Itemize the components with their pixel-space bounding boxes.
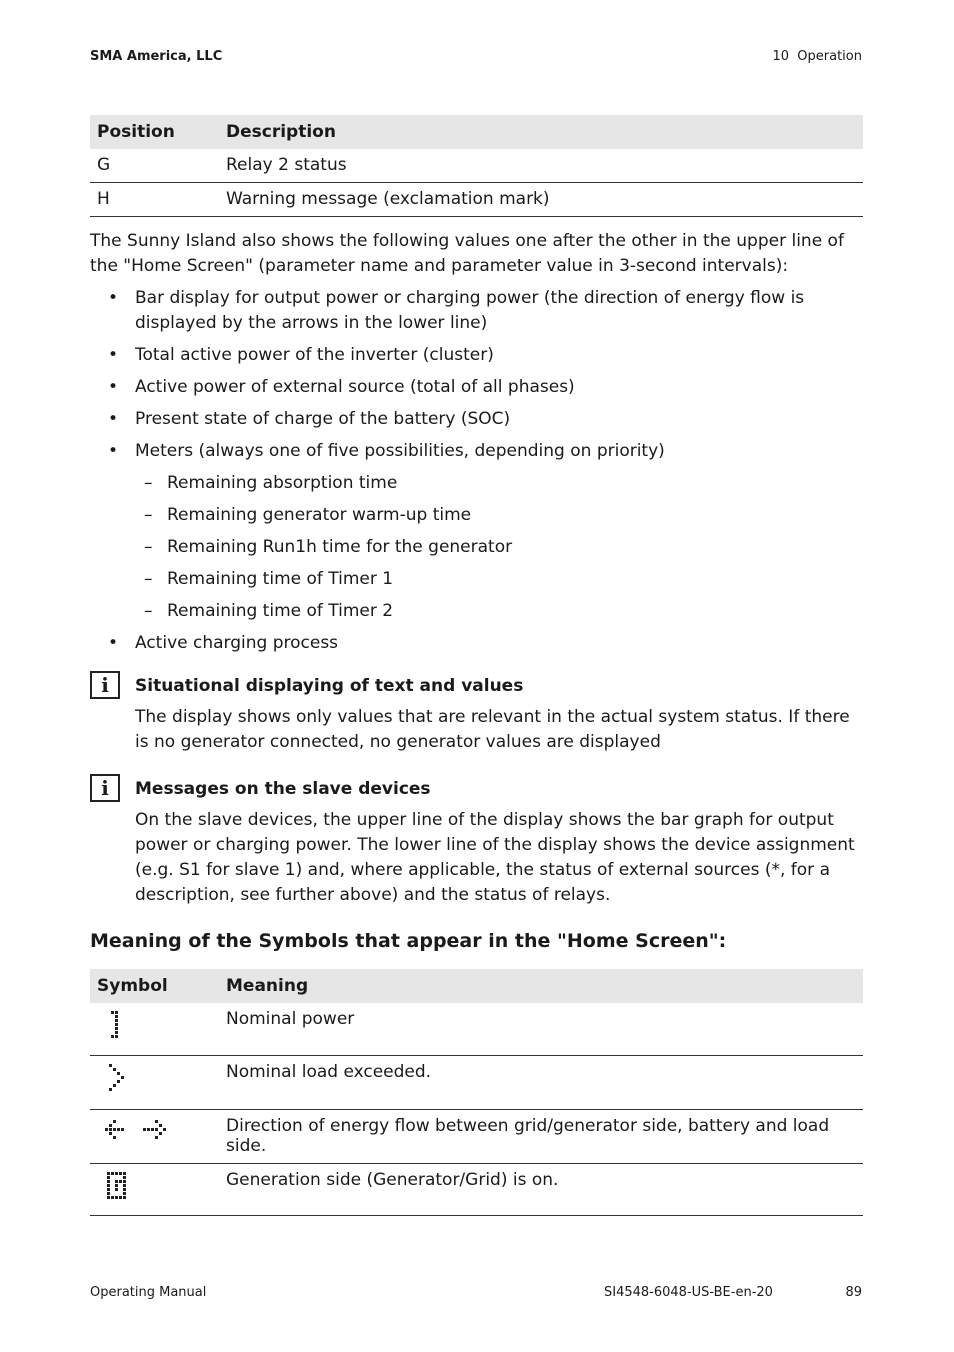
list-item-text: Meters (always one of five possibilities, depending on priority) <box>135 441 665 461</box>
note-title: Messages on the slave devices <box>135 779 431 799</box>
list-item-text: Total active power of the inverter (cluster) <box>135 345 494 365</box>
position-cell: G <box>90 149 219 183</box>
nominal-power-bracket-icon <box>107 1009 123 1044</box>
sub-list-item <box>108 503 863 528</box>
list-item <box>108 375 863 400</box>
load-exceeded-chevron-icon <box>107 1062 127 1097</box>
meaning-cell: Nominal load exceeded. <box>219 1056 863 1110</box>
symbol-cell <box>90 1110 219 1164</box>
footer-manual: Operating Manual <box>90 1285 207 1300</box>
bullet: • <box>108 409 119 429</box>
info-icon: i <box>90 774 120 802</box>
table-row <box>90 1003 863 1056</box>
generation-side-on-icon <box>105 1170 129 1205</box>
info-icon: i <box>90 671 120 699</box>
dash: – <box>144 601 153 621</box>
sub-list-item <box>108 471 863 496</box>
footer-doc-id: SI4548-6048-US-BE-en-20 <box>604 1285 773 1300</box>
bullet: • <box>108 345 119 365</box>
position-cell: H <box>90 183 219 217</box>
bullet: • <box>108 441 119 461</box>
dash: – <box>144 473 153 493</box>
note-title: Situational displaying of text and values <box>135 676 524 696</box>
list-item <box>108 631 863 656</box>
sub-list-item <box>108 535 863 560</box>
list-item-text: Active power of external source (total of all phases) <box>135 377 575 397</box>
note-body: On the slave devices, the upper line of the display shows the bar graph for output power or charging power. The lower line of the display shows the device assignment (e.g. S1 for slave 1) and, where applicable, the status of external sources (*, for a description, see further above) and the status of relays. <box>135 810 855 905</box>
meaning-cell: Direction of energy flow between grid/generator side, battery and load side. <box>219 1110 863 1164</box>
sub-list-item <box>108 567 863 592</box>
description-cell: Warning message (exclamation mark) <box>219 183 863 217</box>
list-item-text: Remaining time of Timer 2 <box>167 601 394 621</box>
list-item-text: Present state of charge of the battery (SOC) <box>135 409 511 429</box>
header-company: SMA America, LLC <box>90 49 223 64</box>
table-row <box>90 1164 863 1216</box>
energy-flow-arrows-icon <box>103 1116 167 1145</box>
list-item-text: Active charging process <box>135 633 339 653</box>
list-item-text: Remaining absorption time <box>167 473 398 493</box>
symbols-table <box>90 969 863 1216</box>
column-header-description: Description <box>219 115 863 149</box>
column-header-symbol: Symbol <box>90 969 219 1003</box>
symbol-cell <box>90 1056 219 1110</box>
symbol-cell <box>90 1003 219 1056</box>
dash: – <box>144 505 153 525</box>
meaning-cell: Nominal power <box>219 1003 863 1056</box>
column-header-position: Position <box>90 115 219 149</box>
list-item <box>108 343 863 368</box>
table-row <box>90 1056 863 1110</box>
note-body: The display shows only values that are relevant in the actual system status. If there is no generator connected, no generator values are displayed <box>135 707 850 752</box>
bullet: • <box>108 377 119 397</box>
table-header-row <box>90 969 863 1003</box>
header-section: 10 Operation <box>772 49 862 64</box>
list-item <box>108 286 863 336</box>
list-item <box>108 439 863 464</box>
list-item-text: Remaining generator warm-up time <box>167 505 472 525</box>
description-cell: Relay 2 status <box>219 149 863 183</box>
dash: – <box>144 537 153 557</box>
list-item-text: Remaining time of Timer 1 <box>167 569 394 589</box>
symbol-cell <box>90 1164 219 1216</box>
table-row <box>90 149 863 183</box>
table-row <box>90 1110 863 1164</box>
dash: – <box>144 569 153 589</box>
list-item-text: Remaining Run1h time for the generator <box>167 537 513 557</box>
bullet: • <box>108 288 119 308</box>
section-heading: Meaning of the Symbols that appear in the "Home Screen": <box>90 930 727 952</box>
meaning-cell: Generation side (Generator/Grid) is on. <box>219 1164 863 1216</box>
values-list <box>108 286 863 663</box>
position-table <box>90 115 863 217</box>
bullet: • <box>108 633 119 653</box>
table-row <box>90 183 863 217</box>
table-header-row <box>90 115 863 149</box>
sub-list-item <box>108 599 863 624</box>
list-item-text: Bar display for output power or charging power (the direction of energy flow is displayed by the arrows in the lower line) <box>135 288 805 333</box>
column-header-meaning: Meaning <box>219 969 863 1003</box>
intro-paragraph: The Sunny Island also shows the following values one after the other in the upper line of the "Home Screen" (parameter name and parameter value in 3-second intervals): <box>90 231 844 276</box>
list-item <box>108 407 863 432</box>
footer-page-number: 89 <box>845 1285 862 1300</box>
